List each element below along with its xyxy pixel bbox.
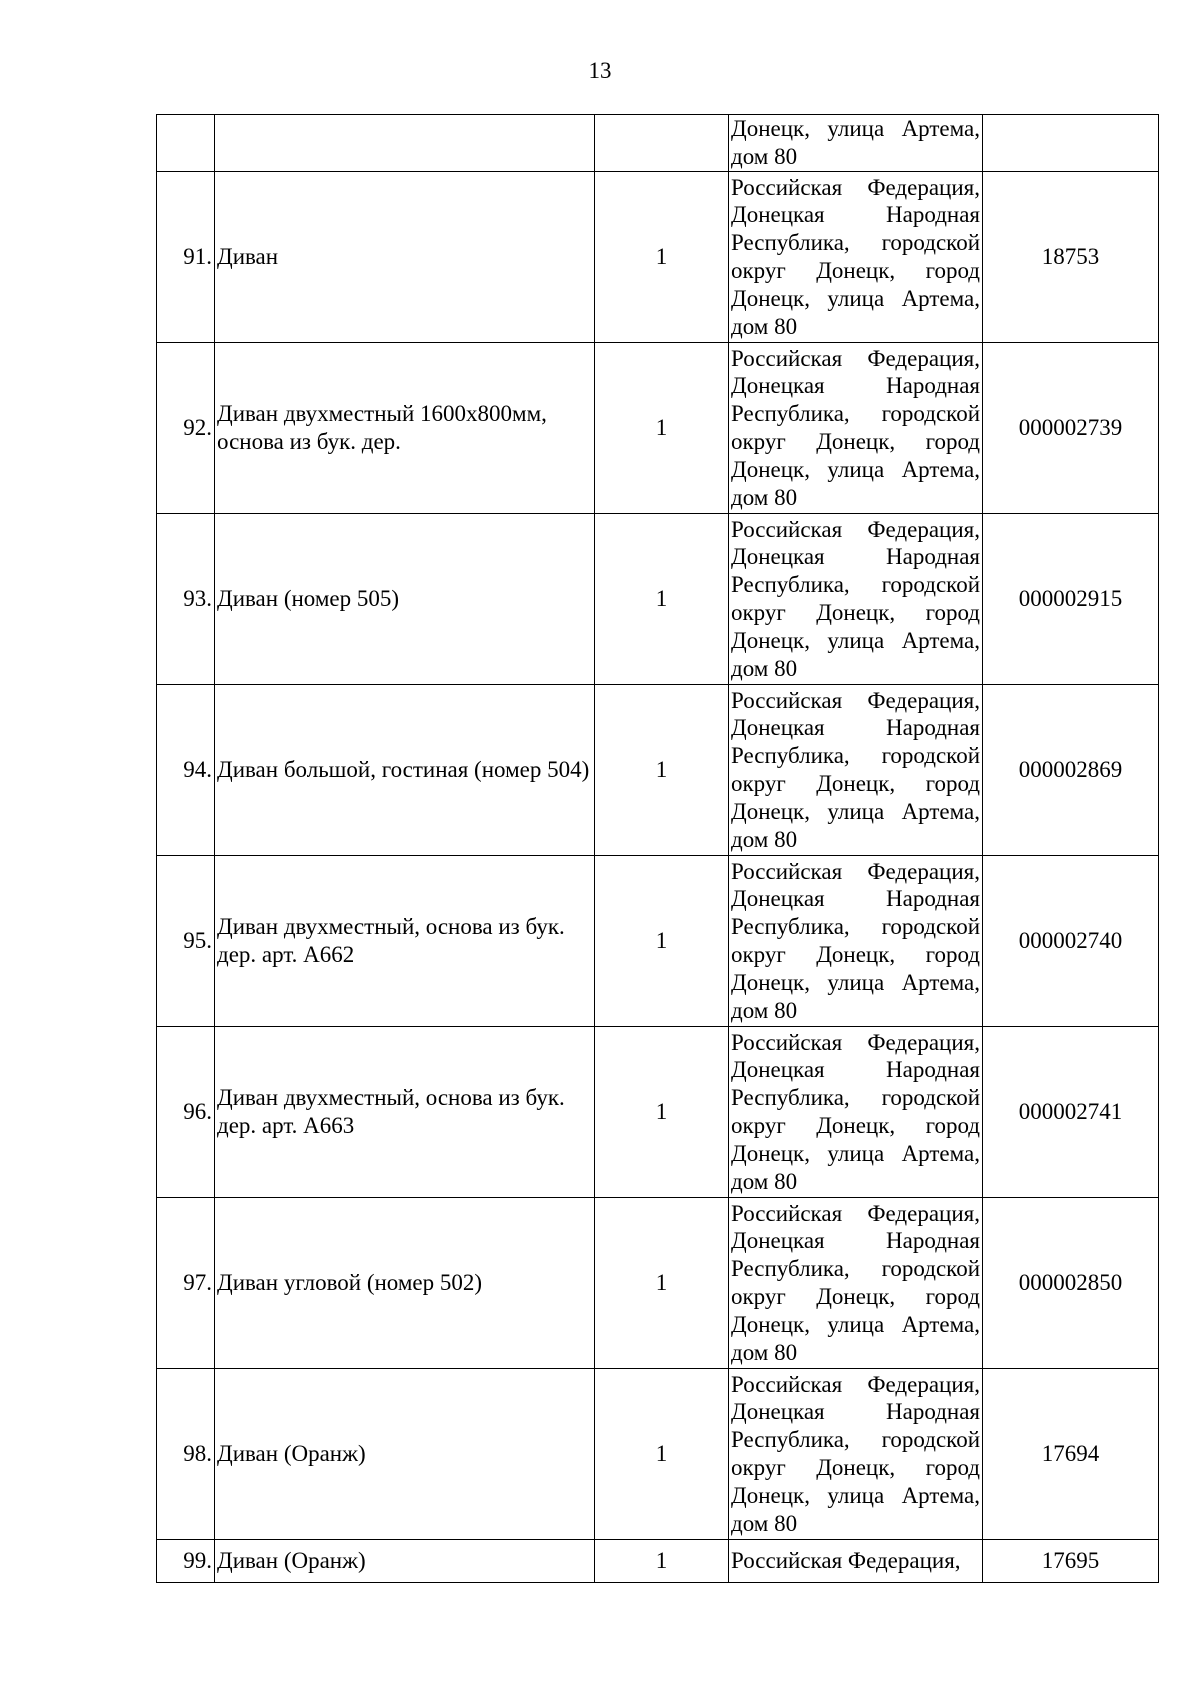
inventory-number: 000002739 bbox=[983, 343, 1159, 514]
row-number: 99. bbox=[157, 1540, 215, 1583]
table-row bbox=[157, 514, 1159, 685]
inventory-number: 000002740 bbox=[983, 856, 1159, 1027]
item-address: Российская Федерация, Донецкая Народная Республика, городской округ Донецк, город Донецк, улица Артема, дом 80 bbox=[729, 514, 983, 685]
item-name: Диван двухместный, основа из бук. дер. арт. А663 bbox=[215, 1027, 595, 1198]
item-quantity: 1 bbox=[595, 1540, 729, 1583]
row-number bbox=[157, 115, 215, 172]
item-quantity bbox=[595, 115, 729, 172]
item-quantity: 1 bbox=[595, 172, 729, 343]
item-name: Диван bbox=[215, 172, 595, 343]
row-number: 94. bbox=[157, 685, 215, 856]
inventory-number: 18753 bbox=[983, 172, 1159, 343]
row-number: 91. bbox=[157, 172, 215, 343]
item-quantity: 1 bbox=[595, 856, 729, 1027]
row-number: 98. bbox=[157, 1369, 215, 1540]
inventory-number bbox=[983, 115, 1159, 172]
item-quantity: 1 bbox=[595, 1198, 729, 1369]
item-name: Диван двухместный 1600х800мм, основа из бук. дер. bbox=[215, 343, 595, 514]
inventory-number: 000002850 bbox=[983, 1198, 1159, 1369]
table-row bbox=[157, 1027, 1159, 1198]
table-row bbox=[157, 172, 1159, 343]
item-quantity: 1 bbox=[595, 1027, 729, 1198]
inventory-number: 000002741 bbox=[983, 1027, 1159, 1198]
row-number: 96. bbox=[157, 1027, 215, 1198]
table-row bbox=[157, 115, 1159, 172]
inventory-number: 17695 bbox=[983, 1540, 1159, 1583]
table-row bbox=[157, 1369, 1159, 1540]
item-name: Диван двухместный, основа из бук. дер. арт. А662 bbox=[215, 856, 595, 1027]
table-row bbox=[157, 343, 1159, 514]
row-number: 95. bbox=[157, 856, 215, 1027]
item-quantity: 1 bbox=[595, 1369, 729, 1540]
row-number: 97. bbox=[157, 1198, 215, 1369]
page-number: 13 bbox=[588, 58, 612, 83]
inventory-number: 17694 bbox=[983, 1369, 1159, 1540]
inventory-number: 000002915 bbox=[983, 514, 1159, 685]
item-name: Диван угловой (номер 502) bbox=[215, 1198, 595, 1369]
item-name: Диван (номер 505) bbox=[215, 514, 595, 685]
item-address: Российская Федерация, Донецкая Народная Республика, городской округ Донецк, город Донецк, улица Артема, дом 80 bbox=[729, 1369, 983, 1540]
item-address: Российская Федерация, Донецкая Народная Республика, городской округ Донецк, город Донецк, улица Артема, дом 80 bbox=[729, 343, 983, 514]
item-name bbox=[215, 115, 595, 172]
item-quantity: 1 bbox=[595, 343, 729, 514]
table-row bbox=[157, 856, 1159, 1027]
item-address: Донецк, улица Артема, дом 80 bbox=[729, 115, 983, 172]
item-address: Российская Федерация, Донецкая Народная Республика, городской округ Донецк, город Донецк, улица Артема, дом 80 bbox=[729, 856, 983, 1027]
item-address: Российская Федерация, Донецкая Народная Республика, городской округ Донецк, город Донецк, улица Артема, дом 80 bbox=[729, 1198, 983, 1369]
item-name: Диван (Оранж) bbox=[215, 1369, 595, 1540]
item-name: Диван (Оранж) bbox=[215, 1540, 595, 1583]
row-number: 92. bbox=[157, 343, 215, 514]
row-number: 93. bbox=[157, 514, 215, 685]
item-quantity: 1 bbox=[595, 685, 729, 856]
item-address: Российская Федерация, Донецкая Народная Республика, городской округ Донецк, город Донецк, улица Артема, дом 80 bbox=[729, 172, 983, 343]
item-address: Российская Федерация, bbox=[729, 1540, 983, 1583]
item-address: Российская Федерация, Донецкая Народная Республика, городской округ Донецк, город Донецк, улица Артема, дом 80 bbox=[729, 1027, 983, 1198]
item-address: Российская Федерация, Донецкая Народная Республика, городской округ Донецк, город Донецк, улица Артема, дом 80 bbox=[729, 685, 983, 856]
table-row bbox=[157, 685, 1159, 856]
table-row bbox=[157, 1198, 1159, 1369]
item-name: Диван большой, гостиная (номер 504) bbox=[215, 685, 595, 856]
table-row bbox=[157, 1540, 1159, 1583]
inventory-number: 000002869 bbox=[983, 685, 1159, 856]
inventory-table bbox=[156, 114, 1159, 1583]
item-quantity: 1 bbox=[595, 514, 729, 685]
